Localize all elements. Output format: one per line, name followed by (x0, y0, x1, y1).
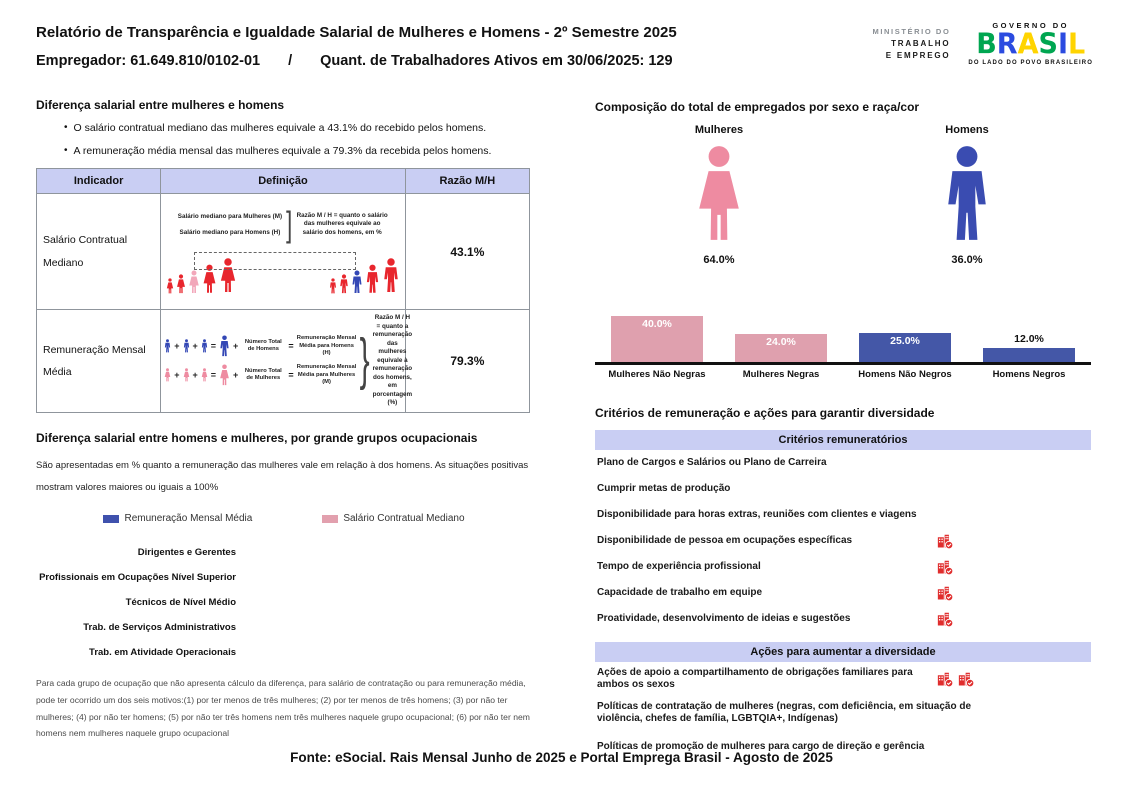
section-title-composition: Composição do total de empregados por sexo e raça/cor (595, 100, 920, 114)
plus-sign: + (174, 341, 180, 352)
man-icon-highlight (351, 270, 363, 294)
band-acoes-diversidade: Ações para aumentar a diversidade (595, 642, 1091, 662)
bar-plot-area (595, 312, 1091, 365)
report-subtitle (36, 53, 677, 69)
bar-value-label: 12.0% (1014, 333, 1044, 345)
indicator-table-header-row (37, 169, 530, 194)
plus-sign: + (192, 370, 198, 381)
bullet-dot: • (64, 122, 68, 133)
left-column (36, 98, 532, 742)
criteria-icons (937, 611, 954, 628)
indicator-name: Remuneração Mensal Média (37, 310, 161, 413)
band-criterios-remuneratorios: Critérios remuneratórios (595, 430, 1091, 450)
criteria-label: Plano de Cargos e Salários ou Plano de Carreira (597, 456, 827, 468)
gov-logo-top-text: GOVERNO DO (992, 21, 1070, 31)
dashed-comparison-box (194, 252, 355, 270)
woman-icon (201, 368, 208, 382)
criteria-label: Tempo de experiência profissional (597, 560, 761, 572)
bar-slot (719, 312, 843, 362)
report-header (36, 20, 1093, 69)
category-label: Técnicos de Nível Médio (125, 597, 236, 609)
criteria-label: Disponibilidade para horas extras, reuniões com clientes e viagens (597, 508, 917, 520)
woman-icon (164, 368, 171, 382)
active-workers-count: Quant. de Trabalhadores Ativos em 30/06/2025: 129 (320, 53, 673, 69)
legend-item-remuneracao (103, 513, 252, 524)
bullet-text: O salário contratual mediano das mulheres equivale a 43.1% do recebido pelos homens. (73, 122, 487, 134)
category-label: Trab. de Serviços Administrativos (83, 622, 236, 634)
company-check-icon (937, 533, 954, 550)
gov-logo-bottom-text: DO LADO DO POVO BRASILEIRO (968, 60, 1093, 67)
section-title-pay-gap: Diferença salarial entre mulheres e homens (36, 98, 285, 112)
women-average-formula (164, 364, 356, 386)
brand-letter: I (1057, 28, 1068, 62)
section-title-occupational-gap: Diferença salarial entre homens e mulheres, por grande grupos ocupacionais (36, 430, 478, 445)
pictogram-men (843, 124, 1091, 266)
action-row (595, 696, 1091, 730)
company-check-icon (937, 585, 954, 602)
company-check-icon (937, 671, 954, 688)
woman-icon (176, 274, 186, 294)
category-label: Dirigentes e Gerentes (137, 547, 236, 559)
bar-value-label: 24.0% (766, 336, 796, 348)
category-label: Profissionais em Ocupações Nível Superior (39, 572, 236, 584)
woman-icon (166, 278, 174, 294)
ministry-line3: E EMPREGO (885, 51, 951, 61)
women-result-label: Remuneração Mensal Média para Mulheres (M) (296, 364, 357, 385)
man-icon (382, 257, 400, 294)
governo-brasil-logo (968, 22, 1093, 67)
criteria-row (595, 502, 1091, 528)
ministry-logo (873, 26, 951, 62)
women-total-label: Número Total de Mulheres (244, 368, 282, 382)
brand-letter: B (976, 28, 997, 62)
bar-homens-nao-negros (859, 333, 951, 362)
man-icon (329, 278, 337, 294)
men-result-label: Remuneração Mensal Média para Homens (H) (296, 335, 357, 356)
people-comparison-graphic (164, 248, 401, 294)
action-row (595, 662, 1091, 696)
indicator-table (36, 168, 530, 413)
men-label: Homens (945, 124, 989, 136)
plus-sign: + (174, 370, 180, 381)
bullet-median-salary (64, 122, 532, 134)
legend-swatch-pink (322, 515, 338, 523)
woman-icon-large (219, 364, 230, 386)
subtitle-divider: / (288, 53, 293, 69)
criteria-row (595, 554, 1091, 580)
diagram-label-median-women: Salário mediano para Mulheres (M) (177, 213, 283, 221)
man-icon (201, 339, 208, 353)
criteria-row (595, 528, 1091, 554)
definition-diagram-mean (161, 310, 413, 413)
equals-sign: = (288, 341, 294, 352)
occupational-gap-description: São apresentadas em % quanto a remuneração das mulheres vale em relação à dos homens. As situações positivas mostram valores maiores ou iguais a 100% (36, 459, 529, 493)
employer-id: Empregador: 61.649.810/0102-01 (36, 53, 261, 69)
brand-letter: A (1017, 28, 1039, 62)
man-icon (183, 339, 190, 353)
table-row-remuneracao-media (37, 310, 530, 413)
occupational-categories (36, 540, 236, 665)
criteria-row (595, 606, 1091, 632)
race-sex-bar-chart (595, 312, 1091, 380)
bar-category-labels (595, 369, 1091, 380)
right-column (595, 100, 1091, 764)
men-average-formula (164, 335, 356, 357)
criteria-row (595, 580, 1091, 606)
diagram-label-median-men: Salário mediano para Homens (H) (179, 228, 281, 236)
pay-gap-bullets (64, 122, 532, 157)
header-logos (873, 20, 1094, 69)
ratio-value-median: 43.1% (405, 194, 529, 310)
definition-diagram-median (161, 194, 405, 310)
diagram-note-mean: Razão M / H = quanto a remuneração das mulheres equivale à remuneração dos homens, em porcentagem (%) (372, 314, 413, 406)
legend-item-salario (322, 513, 464, 524)
action-icons (937, 671, 975, 688)
action-label: Ações de apoio a compartilhamento de obrigações familiares para ambos os sexos (597, 666, 913, 690)
brasil-logo-wordmark (968, 28, 1093, 62)
section-title-criterios: Critérios de remuneração e ações para garantir diversidade (595, 406, 935, 420)
chart-legend (36, 513, 532, 524)
brand-letter: R (996, 28, 1018, 62)
plus-sign: + (192, 341, 198, 352)
legend-label: Salário Contratual Mediano (343, 513, 465, 525)
bullet-mean-salary (64, 145, 532, 157)
legend-swatch-blue (103, 515, 119, 523)
equals-sign: = (210, 341, 217, 352)
women-label: Mulheres (694, 124, 744, 136)
bar-homens-negros (983, 333, 1075, 362)
company-check-icon (937, 559, 954, 576)
col-header-definicao: Definição (161, 169, 405, 194)
bar-category: Mulheres Não Negras (608, 369, 706, 380)
header-titles (36, 20, 677, 69)
criteria-icons (937, 559, 954, 576)
company-check-icon (958, 671, 975, 688)
category-label: Trab. em Atividade Operacionais (89, 647, 236, 659)
bullet-text: A remuneração média mensal das mulheres equivale a 79.3% da recebida pelos homens. (73, 145, 492, 157)
company-check-icon (937, 611, 954, 628)
plus-sign: + (233, 370, 239, 381)
criteria-label: Disponibilidade de pessoa em ocupações específicas (597, 534, 853, 546)
bar-value-label: 25.0% (890, 335, 920, 347)
man-icon-large (219, 335, 230, 357)
bar-slot (967, 312, 1091, 362)
bar-mulheres-nao-negras (611, 316, 703, 362)
plus-sign: + (233, 341, 239, 352)
report-title: Relatório de Transparência e Igualdade Salarial de Mulheres e Homens - 2º Semestre 2025 (36, 24, 677, 41)
bar-slot (595, 312, 719, 362)
brand-letter: S (1038, 28, 1058, 62)
man-icon (339, 274, 349, 294)
man-icon (365, 264, 380, 294)
source-footer: Fonte: eSocial. Rais Mensal Junho de 2025 e Portal Emprega Brasil - Agosto de 2025 (290, 750, 833, 765)
woman-icon (183, 368, 190, 382)
col-header-indicador: Indicador (37, 169, 161, 194)
ministry-line2: TRABALHO (891, 38, 951, 48)
diagram-note-median: Razão M / H = quanto o salário das mulheres equivale ao salário dos homens, em % (296, 211, 388, 236)
criteria-row (595, 476, 1091, 502)
criteria-icons (937, 533, 954, 550)
criteria-icons (937, 585, 954, 602)
equals-sign: = (288, 370, 294, 381)
bracket-glyph: ] (286, 203, 293, 244)
indicator-name: Salário Contratual Mediano (37, 194, 161, 310)
equals-sign: = (210, 370, 217, 381)
action-label: Políticas de contratação de mulheres (negras, com deficiência, em situação de violência, chefes de família, LGBTQIA+, Indígenas) (597, 700, 972, 724)
bar-category: Homens Não Negros (858, 369, 952, 380)
sex-composition-pictograms (595, 124, 1091, 266)
woman-icon-highlight (188, 270, 200, 294)
brand-letter: L (1067, 28, 1086, 62)
bar-mulheres-negras (735, 334, 827, 362)
col-header-razao: Razão M/H (405, 169, 529, 194)
bar-category: Homens Negros (992, 369, 1066, 380)
ratio-value-mean: 79.3% (405, 310, 529, 413)
bar-slot (843, 312, 967, 362)
criteria-row (595, 450, 1091, 476)
man-icon (164, 339, 171, 353)
criteria-label: Cumprir metas de produção (597, 482, 731, 494)
criteria-label: Proatividade, desenvolvimento de ideias e sugestões (597, 612, 851, 624)
pictogram-women (595, 124, 843, 266)
table-row-salario-mediano (37, 194, 530, 310)
bracket-glyph: } (359, 328, 370, 392)
men-total-label: Número Total de Homens (244, 339, 282, 353)
occupational-footnote: Para cada grupo de ocupação que não apresenta cálculo da diferença, para salário de contratação ou para remuneração média, pode ter ocorrido um dos seis motivos:(1) por ter menos de três mulheres; (2) por ter menos de três homens; (3) por não ter mulheres; (4) por não ter homens; (5) por não ter três homens nem três mulheres naquele grupo ocupacional; (6) por não ter nem homens nem mulheres naquele grupo ocupacional (36, 678, 530, 739)
man-icon-large (942, 144, 992, 244)
women-percentage: 64.0% (703, 254, 735, 266)
ministry-line1: MINISTÉRIO DO (872, 27, 951, 37)
legend-label: Remuneração Mensal Média (124, 513, 253, 525)
action-label: Políticas de promoção de mulheres para cargo de direção e gerência (597, 740, 925, 752)
woman-icon-large (694, 144, 744, 244)
criteria-label: Capacidade de trabalho em equipe (597, 586, 763, 598)
bar-category: Mulheres Negras (742, 369, 820, 380)
men-percentage: 36.0% (951, 254, 983, 266)
bullet-dot: • (64, 145, 68, 156)
bar-value-label: 40.0% (642, 318, 672, 330)
